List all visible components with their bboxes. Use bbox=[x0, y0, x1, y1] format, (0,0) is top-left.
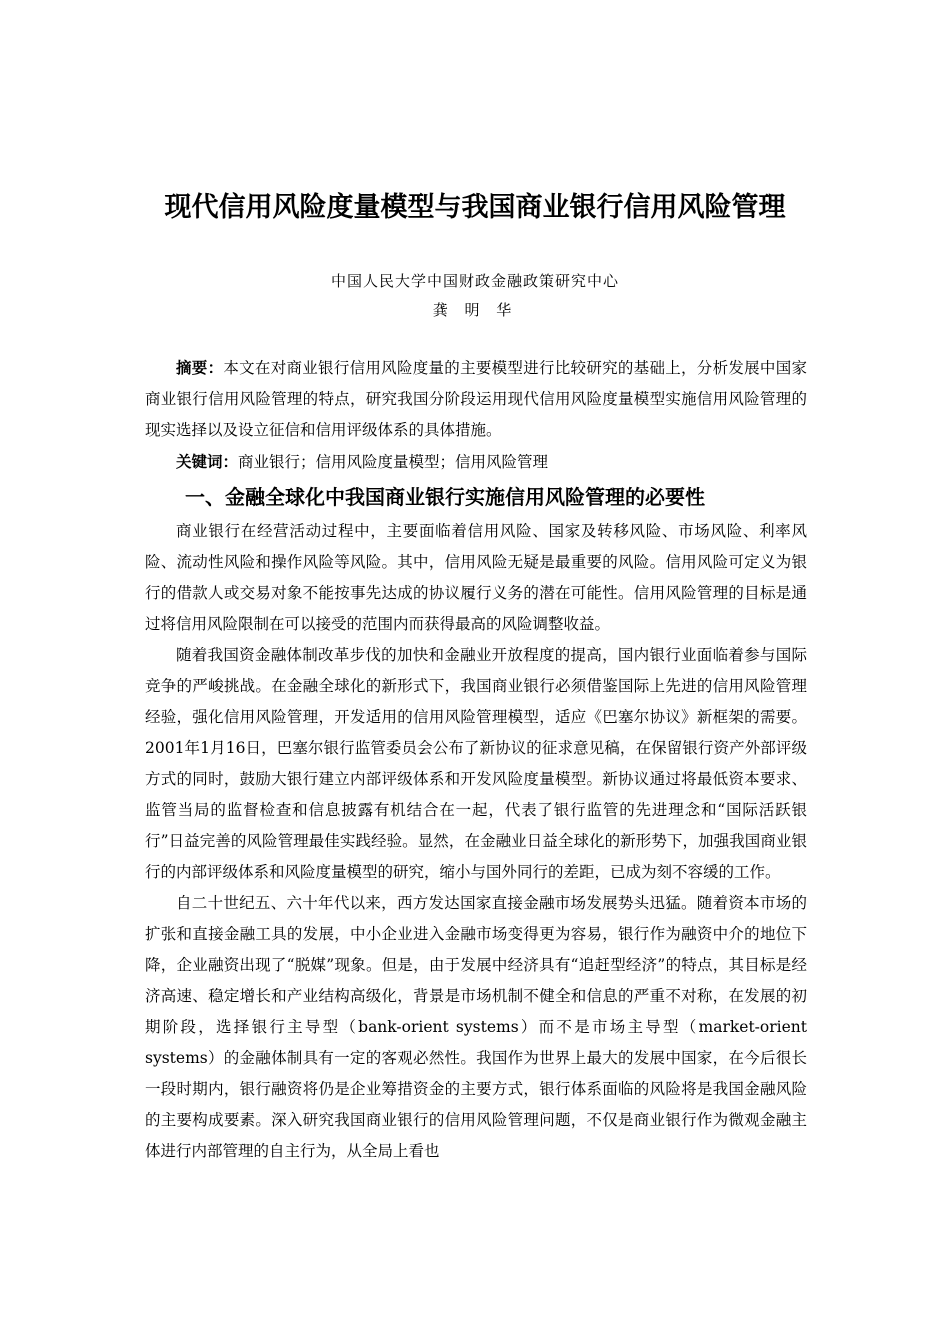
keywords-label: 关键词： bbox=[176, 452, 239, 471]
paragraph-1: 商业银行在经营活动过程中，主要面临着信用风险、国家及转移风险、市场风险、利率风险、流动性风险和操作风险等风险。其中，信用风险无疑是最重要的风险。信用风险可定义为银行的借款人或交易对象不能按事先达成的协议履行义务的潜在可能性。信用风险管理的目标是通过将信用风险限制在可以接受的范围内而获得最高的风险调整收益。 bbox=[145, 522, 807, 633]
author-name: 龚 明 华 bbox=[432, 301, 518, 319]
document-body bbox=[145, 352, 807, 1167]
keywords-text: 商业银行；信用风险度量模型；信用风险管理 bbox=[238, 453, 549, 471]
section-heading: 一、金融全球化中我国商业银行实施信用风险管理的必要性 bbox=[185, 485, 705, 509]
abstract-label: 摘要： bbox=[176, 358, 224, 377]
abstract-text: 本文在对商业银行信用风险度量的主要模型进行比较研究的基础上，分析发展中国家商业银行信用风险管理的特点，研究我国分阶段运用现代信用风险度量模型实施信用风险管理的现实选择以及设立征信和信用评级体系的具体措施。 bbox=[145, 359, 807, 439]
abstract bbox=[145, 352, 807, 446]
document-title: 现代信用风险度量模型与我国商业银行信用风险管理 bbox=[164, 192, 786, 223]
paragraph-3: 自二十世纪五、六十年代以来，西方发达国家直接金融市场发展势头迅猛。随着资本市场的扩张和直接金融工具的发展，中小企业进入金融市场变得更为容易，银行作为融资中介的地位下降，企业融资出现了“脱媒”现象。但是，由于发展中经济具有“追赶型经济”的特点，其目标是经济高速、稳定增长和产业结构高级化，背景是市场机制不健全和信息的严重不对称，在发展的初期阶段，选择银行主导型（bank-orient systems）而不是市场主导型（market-orient systems）的金融体制具有一定的客观必然性。我国作为世界上最大的发展中国家，在今后很长一段时期内，银行融资将仍是企业筹措资金的主要方式，银行体系面临的风险将是我国金融风险的主要构成要素。深入研究我国商业银行的信用风险管理问题，不仅是商业银行作为微观金融主体进行内部管理的自主行为，从全局上看也 bbox=[145, 894, 807, 1160]
paragraph-2: 随着我国资金融体制改革步伐的加快和金融业开放程度的提高，国内银行业面临着参与国际竞争的严峻挑战。在金融全球化的新形式下，我国商业银行必须借鉴国际上先进的信用风险管理经验，强化信用风险管理，开发适用的信用风险管理模型，适应《巴塞尔协议》新框架的需要。2001年1月16日，巴塞尔银行监管委员会公布了新协议的征求意见稿，在保留银行资产外部评级方式的同时，鼓励大银行建立内部评级体系和开发风险度量模型。新协议通过将最低资本要求、监管当局的监督检查和信息披露有机结合在一起，代表了银行监管的先进理念和“国际活跃银行”日益完善的风险管理最佳实践经验。显然，在金融业日益全球化的新形势下，加强我国商业银行的内部评级体系和风险度量模型的研究，缩小与国外同行的差距，已成为刻不容缓的工作。 bbox=[145, 646, 807, 881]
keywords bbox=[145, 446, 807, 478]
author-affiliation: 中国人民大学中国财政金融政策研究中心 bbox=[330, 272, 619, 290]
